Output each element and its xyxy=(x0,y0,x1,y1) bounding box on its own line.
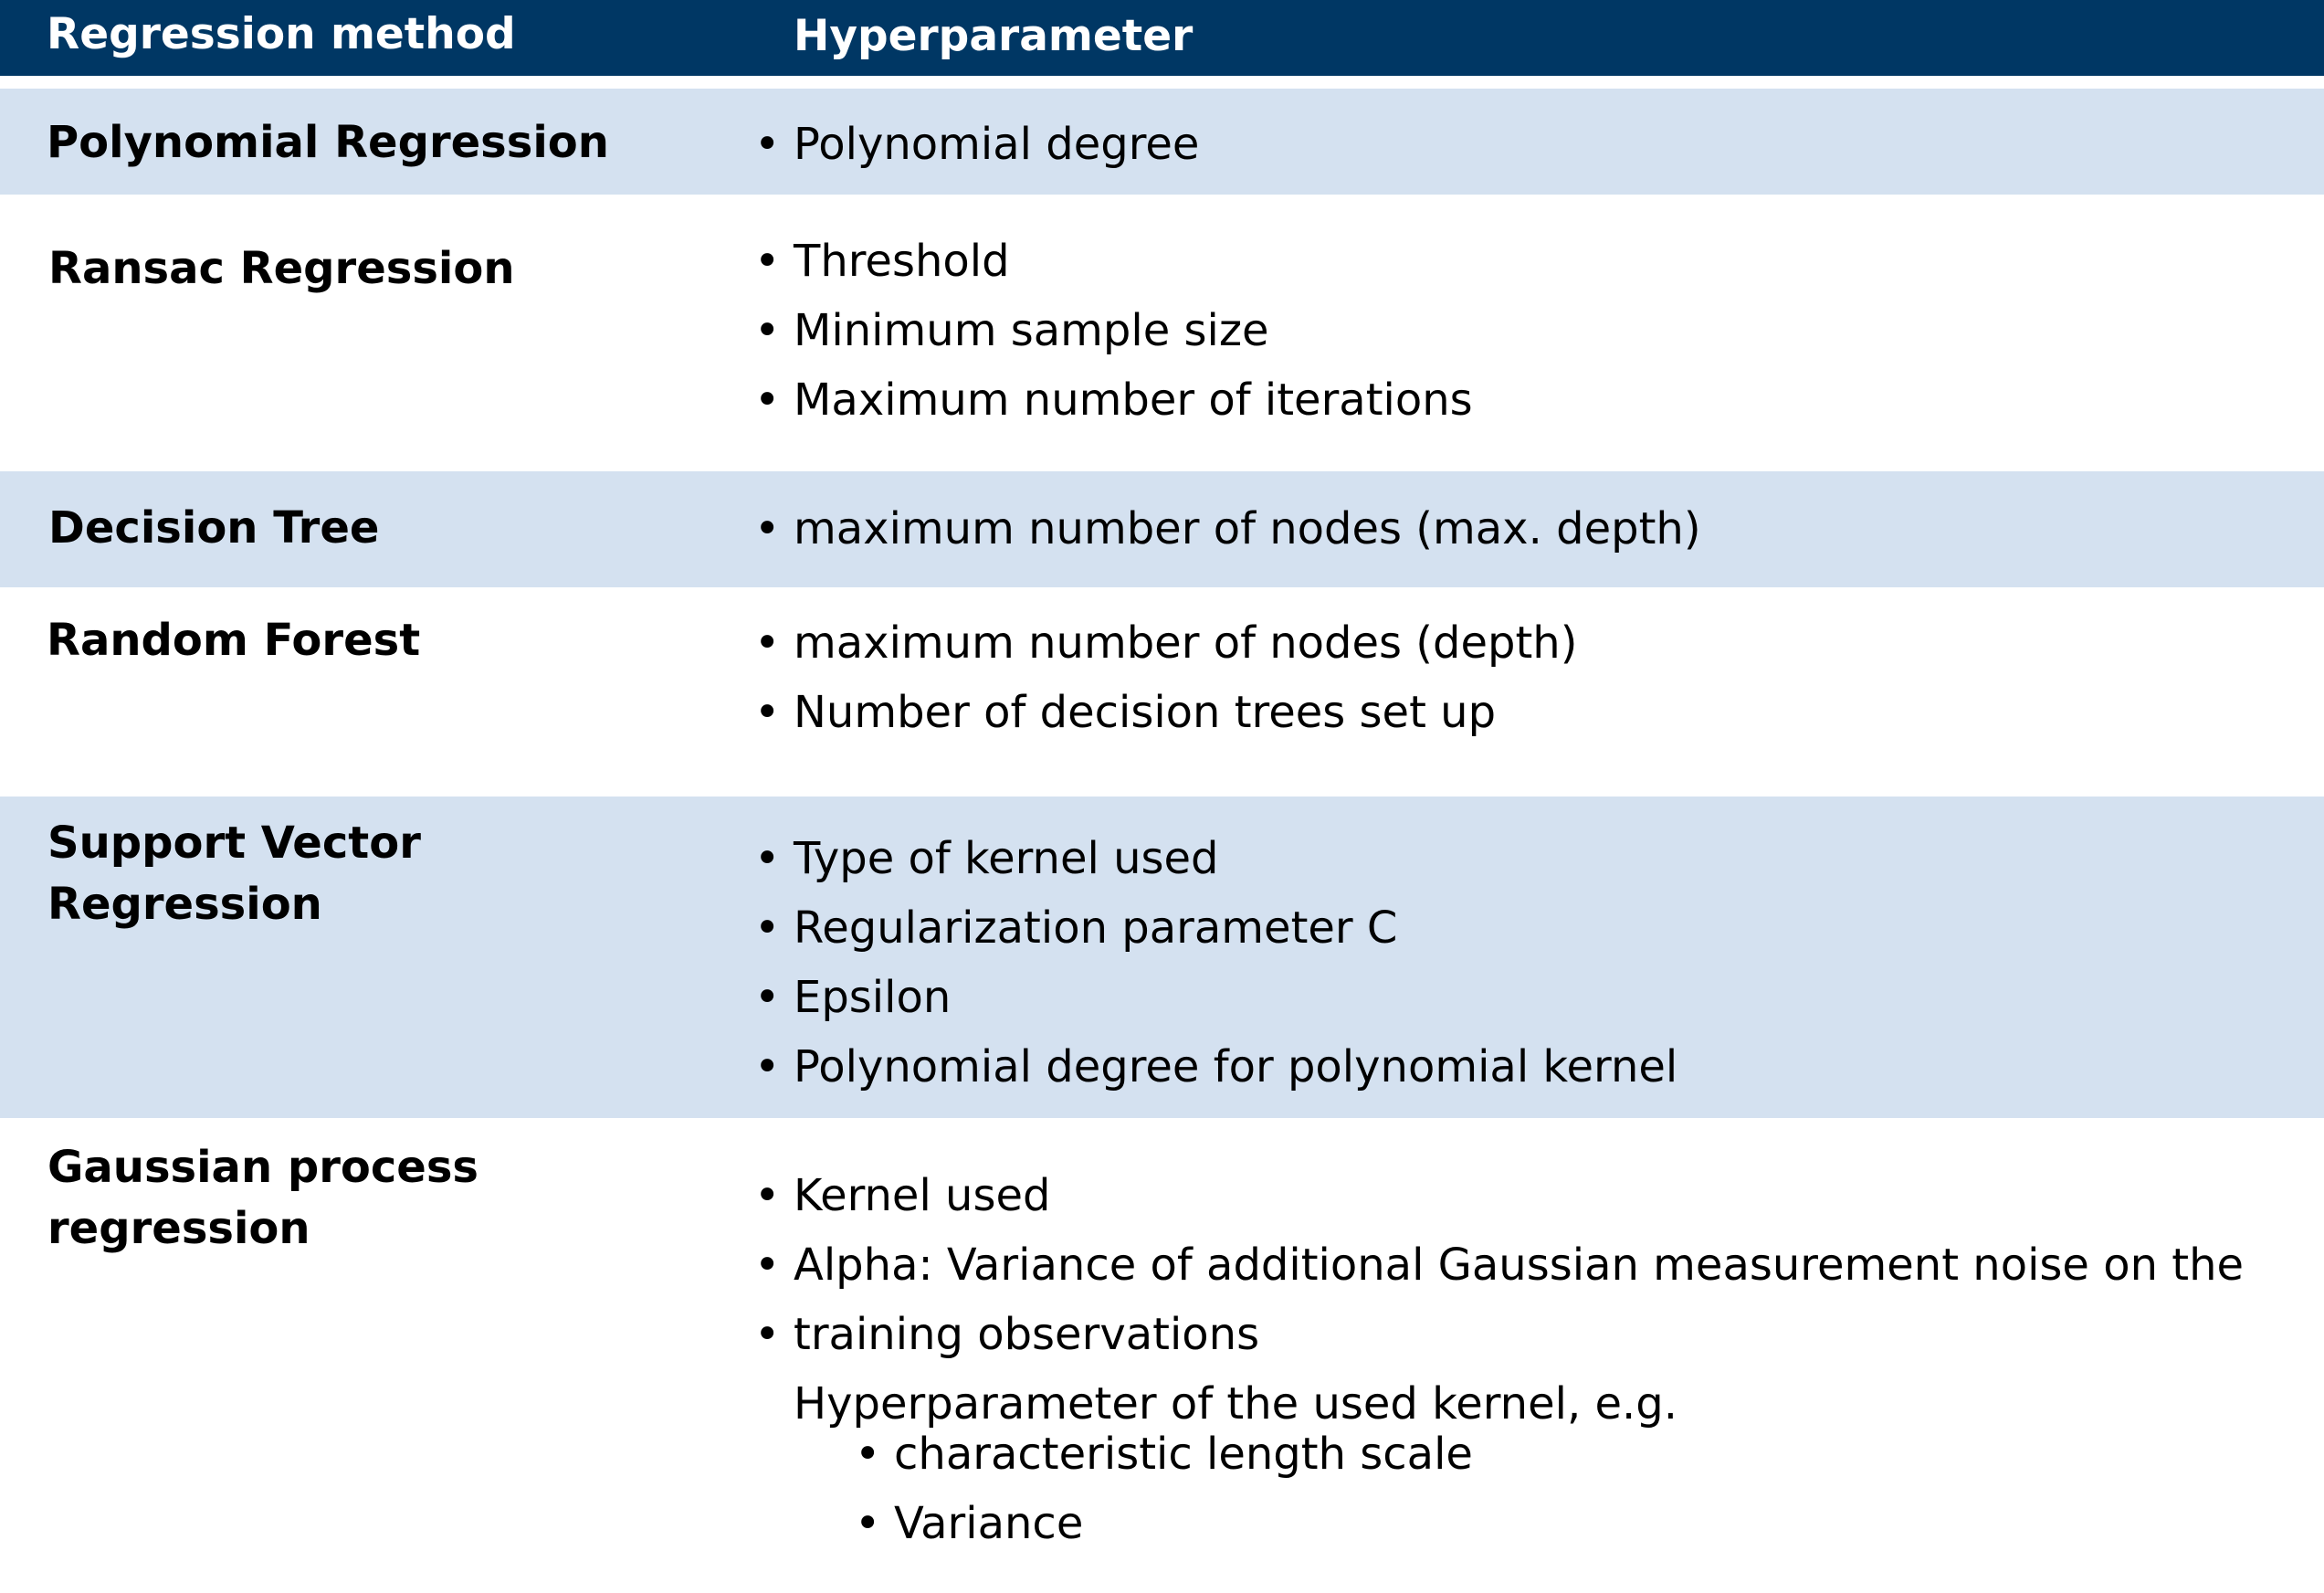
bullet-icon: • xyxy=(754,1309,781,1360)
bullet-icon: • xyxy=(754,617,781,669)
bullet-icon: • xyxy=(754,1240,781,1291)
bullet-icon: • xyxy=(754,375,781,426)
bullet-icon: • xyxy=(754,305,781,356)
bullet-icon: • xyxy=(754,902,781,954)
column-header-regression-method: Regression method xyxy=(47,9,516,59)
bullet-icon: • xyxy=(754,1170,781,1221)
table-row-random-forest: Random Forest • maximum number of nodes (depth) • Number of decision trees set up xyxy=(0,587,2324,796)
table-row-ransac-regression: Ransac Regression • Threshold • Minimum sample size • Maximum number of iterations xyxy=(48,236,1473,426)
table-row-support-vector-regression: Support Vector Regression • Type of kernel used • Regularization parameter C • Epsilon • Polynomial degree for polynomial kernel xyxy=(0,796,2324,1118)
method-name: Ransac Regression xyxy=(48,243,515,294)
bullet-icon: • xyxy=(855,1498,881,1549)
bullet-icon: • xyxy=(754,119,781,170)
column-header-hyperparameter: Hyperparameter xyxy=(794,11,1194,61)
bullet-icon: • xyxy=(754,1041,781,1092)
table-header xyxy=(0,0,2324,76)
bullet-icon: • xyxy=(754,687,781,738)
method-name: Polynomial Regression xyxy=(47,117,609,168)
bullet-icon: • xyxy=(855,1429,881,1480)
table-row-decision-tree: Decision Tree • maximum number of nodes (max. depth) xyxy=(0,471,2324,587)
method-name: Decision Tree xyxy=(48,502,380,554)
bullet-icon: • xyxy=(754,972,781,1023)
method-name: Gaussian process regression xyxy=(47,1142,478,1254)
method-name: Random Forest xyxy=(47,615,421,666)
bullet-icon: • xyxy=(754,236,781,287)
bullet-icon: • xyxy=(754,503,781,554)
table-row-polynomial-regression: Polynomial Regression • Polynomial degree xyxy=(0,89,2324,195)
bullet-icon: • xyxy=(754,833,781,884)
method-name: Support Vector Regression xyxy=(47,818,421,930)
table-row-gaussian-process-regression: Gaussian process regression • Kernel used • Alpha: Variance of additional Gaussian measurement noise on the • training observations Hyperparameter of the used kernel, e.g. • characteristic length scale • Variance xyxy=(0,1118,2324,1593)
